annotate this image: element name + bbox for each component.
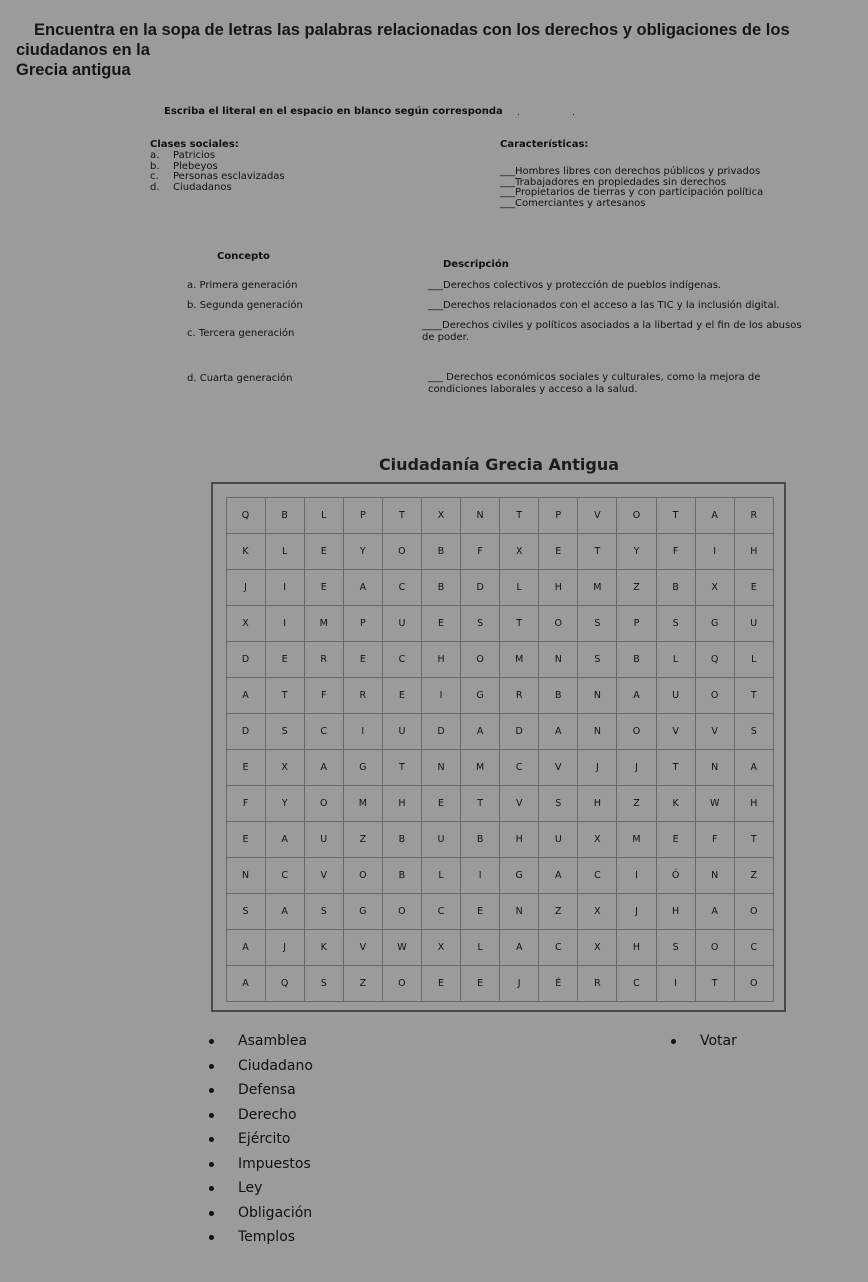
- grid-cell[interactable]: N: [577, 677, 617, 714]
- grid-cell[interactable]: S: [734, 713, 774, 750]
- characteristics-list: [500, 167, 763, 209]
- grid-cell[interactable]: H: [656, 893, 696, 930]
- grid-cell[interactable]: R: [343, 677, 383, 714]
- word-list-item: Ejército: [206, 1127, 313, 1152]
- word-list-item: Derecho: [206, 1103, 313, 1128]
- grid-cell[interactable]: Q: [226, 497, 266, 534]
- grid-cell[interactable]: X: [577, 821, 617, 858]
- grid-cell[interactable]: Z: [538, 893, 578, 930]
- grid-cell[interactable]: X: [265, 749, 305, 786]
- grid-cell[interactable]: I: [265, 569, 305, 606]
- grid-cell[interactable]: B: [265, 497, 305, 534]
- grid-cell[interactable]: E: [382, 677, 422, 714]
- grid-cell[interactable]: X: [421, 929, 461, 966]
- grid-cell[interactable]: A: [695, 893, 735, 930]
- grid-cell[interactable]: E: [226, 749, 266, 786]
- grid-cell[interactable]: E: [421, 965, 461, 1002]
- grid-cell[interactable]: P: [616, 605, 656, 642]
- grid-cell[interactable]: S: [460, 605, 500, 642]
- grid-cell[interactable]: N: [460, 497, 500, 534]
- grid-cell[interactable]: O: [343, 857, 383, 894]
- grid-cell[interactable]: Z: [343, 821, 383, 858]
- grid-cell[interactable]: E: [460, 893, 500, 930]
- grid-cell[interactable]: C: [265, 857, 305, 894]
- page-title: [16, 20, 861, 80]
- grid-cell[interactable]: T: [499, 497, 539, 534]
- grid-cell[interactable]: X: [421, 497, 461, 534]
- grid-cell[interactable]: N: [538, 641, 578, 678]
- grid-cell[interactable]: I: [616, 857, 656, 894]
- grid-cell[interactable]: C: [304, 713, 344, 750]
- grid-cell[interactable]: V: [499, 785, 539, 822]
- grid-cell[interactable]: T: [734, 821, 774, 858]
- instruction-dot: .: [572, 108, 575, 118]
- grid-cell[interactable]: C: [382, 569, 422, 606]
- grid-cell[interactable]: U: [538, 821, 578, 858]
- grid-cell[interactable]: D: [226, 641, 266, 678]
- grid-cell[interactable]: A: [538, 857, 578, 894]
- grid-cell[interactable]: Y: [265, 785, 305, 822]
- grid-cell[interactable]: J: [616, 893, 656, 930]
- word-list-item: Ciudadano: [206, 1054, 313, 1079]
- grid-cell[interactable]: T: [382, 497, 422, 534]
- grid-cell[interactable]: X: [577, 893, 617, 930]
- word-list-item: Ley: [206, 1176, 313, 1201]
- grid-cell[interactable]: O: [616, 713, 656, 750]
- grid-cell[interactable]: B: [656, 569, 696, 606]
- description-item: ___Derechos colectivos y protección de pueblos indígenas.: [428, 280, 722, 291]
- grid-cell[interactable]: G: [343, 749, 383, 786]
- grid-cell[interactable]: I: [343, 713, 383, 750]
- characteristic-item: ___Comerciantes y artesanos: [500, 197, 646, 209]
- description-item: ____Derechos civiles y políticos asociados a la libertad y el fin de los abusos de poder.: [422, 320, 802, 343]
- grid-cell[interactable]: T: [734, 677, 774, 714]
- grid-cell[interactable]: T: [499, 605, 539, 642]
- grid-cell[interactable]: C: [616, 965, 656, 1002]
- grid-cell[interactable]: M: [577, 569, 617, 606]
- characteristic-item: ___Propietarios de tierras y con participación política: [500, 187, 764, 198]
- class-item: b. Plebeyos: [150, 160, 218, 172]
- grid-cell[interactable]: S: [265, 713, 305, 750]
- grid-cell[interactable]: F: [460, 533, 500, 570]
- grid-cell[interactable]: A: [304, 749, 344, 786]
- grid-cell[interactable]: E: [656, 821, 696, 858]
- grid-cell[interactable]: I: [265, 605, 305, 642]
- grid-cell[interactable]: N: [421, 749, 461, 786]
- grid-cell[interactable]: V: [695, 713, 735, 750]
- grid-cell[interactable]: X: [577, 929, 617, 966]
- grid-cell[interactable]: T: [695, 965, 735, 1002]
- word-list: [206, 1029, 313, 1250]
- grid-cell[interactable]: Ó: [656, 857, 696, 894]
- grid-cell[interactable]: A: [499, 929, 539, 966]
- grid-cell[interactable]: D: [421, 713, 461, 750]
- grid-cell[interactable]: M: [616, 821, 656, 858]
- grid-cell[interactable]: G: [695, 605, 735, 642]
- grid-cell[interactable]: E: [304, 533, 344, 570]
- wordsearch-grid: [226, 497, 773, 1001]
- grid-cell[interactable]: E: [265, 641, 305, 678]
- grid-cell[interactable]: R: [577, 965, 617, 1002]
- grid-cell[interactable]: I: [421, 677, 461, 714]
- grid-cell[interactable]: D: [226, 713, 266, 750]
- grid-cell[interactable]: O: [382, 533, 422, 570]
- characteristic-item: ___Trabajadores en propiedades sin derechos: [500, 176, 727, 188]
- grid-cell[interactable]: L: [265, 533, 305, 570]
- word-list-item: Impuestos: [206, 1152, 313, 1177]
- grid-cell[interactable]: U: [304, 821, 344, 858]
- grid-cell[interactable]: N: [499, 893, 539, 930]
- grid-cell[interactable]: S: [226, 893, 266, 930]
- grid-cell[interactable]: B: [382, 857, 422, 894]
- grid-cell[interactable]: C: [734, 929, 774, 966]
- class-item: a. Patricios: [150, 150, 216, 161]
- description-item: ___Derechos relacionados con el acceso a las TIC y la inclusión digital.: [428, 300, 780, 311]
- grid-cell[interactable]: F: [304, 677, 344, 714]
- grid-cell[interactable]: A: [265, 821, 305, 858]
- grid-cell[interactable]: M: [460, 749, 500, 786]
- concept-item: b. Segunda generación: [187, 300, 303, 311]
- grid-cell[interactable]: V: [538, 749, 578, 786]
- grid-cell[interactable]: P: [538, 497, 578, 534]
- grid-cell[interactable]: H: [382, 785, 422, 822]
- grid-cell[interactable]: U: [382, 713, 422, 750]
- grid-cell[interactable]: N: [577, 713, 617, 750]
- grid-cell[interactable]: U: [734, 605, 774, 642]
- grid-cell[interactable]: N: [226, 857, 266, 894]
- grid-cell[interactable]: O: [616, 497, 656, 534]
- grid-cell[interactable]: É: [538, 965, 578, 1002]
- title-line-2: Grecia antigua: [16, 61, 131, 79]
- grid-cell[interactable]: S: [577, 605, 617, 642]
- grid-cell[interactable]: X: [226, 605, 266, 642]
- grid-cell[interactable]: A: [538, 713, 578, 750]
- grid-cell[interactable]: O: [304, 785, 344, 822]
- grid-cell[interactable]: J: [226, 569, 266, 606]
- grid-cell[interactable]: T: [265, 677, 305, 714]
- grid-cell[interactable]: R: [734, 497, 774, 534]
- class-item: c. Personas esclavizadas: [150, 171, 285, 182]
- classes-header: Clases sociales:: [150, 139, 239, 150]
- grid-cell[interactable]: B: [421, 569, 461, 606]
- characteristic-item: ___Hombres libres con derechos públicos y privados: [500, 166, 761, 177]
- grid-cell[interactable]: E: [538, 533, 578, 570]
- grid-cell[interactable]: S: [538, 785, 578, 822]
- grid-cell[interactable]: V: [577, 497, 617, 534]
- grid-cell[interactable]: C: [538, 929, 578, 966]
- description-header: Descripción: [443, 259, 509, 270]
- title-line-1: Encuentra en la sopa de letras las palabras relacionadas con los derechos y obligaciones de los ciudadanos en la: [16, 21, 790, 59]
- grid-cell[interactable]: U: [421, 821, 461, 858]
- grid-cell[interactable]: S: [577, 641, 617, 678]
- grid-cell[interactable]: L: [421, 857, 461, 894]
- grid-cell[interactable]: M: [499, 641, 539, 678]
- grid-cell[interactable]: O: [695, 677, 735, 714]
- grid-cell[interactable]: W: [382, 929, 422, 966]
- grid-cell[interactable]: S: [304, 965, 344, 1002]
- grid-cell[interactable]: L: [304, 497, 344, 534]
- grid-cell[interactable]: E: [421, 785, 461, 822]
- grid-cell[interactable]: Z: [616, 785, 656, 822]
- grid-cell[interactable]: Z: [343, 965, 383, 1002]
- grid-cell[interactable]: T: [382, 749, 422, 786]
- grid-cell[interactable]: A: [734, 749, 774, 786]
- grid-cell[interactable]: A: [695, 497, 735, 534]
- grid-cell[interactable]: S: [656, 605, 696, 642]
- grid-cell[interactable]: O: [695, 929, 735, 966]
- grid-cell[interactable]: H: [577, 785, 617, 822]
- grid-cell[interactable]: C: [577, 857, 617, 894]
- grid-cell[interactable]: U: [382, 605, 422, 642]
- grid-cell[interactable]: J: [616, 749, 656, 786]
- grid-cell[interactable]: Q: [695, 641, 735, 678]
- grid-cell[interactable]: F: [656, 533, 696, 570]
- grid-cell[interactable]: Q: [265, 965, 305, 1002]
- grid-cell[interactable]: E: [734, 569, 774, 606]
- grid-cell[interactable]: T: [460, 785, 500, 822]
- concept-item: d. Cuarta generación: [187, 373, 293, 384]
- grid-cell[interactable]: U: [656, 677, 696, 714]
- grid-cell[interactable]: L: [499, 569, 539, 606]
- grid-cell[interactable]: H: [616, 929, 656, 966]
- grid-cell[interactable]: O: [460, 641, 500, 678]
- grid-cell[interactable]: A: [226, 929, 266, 966]
- grid-cell[interactable]: P: [343, 497, 383, 534]
- grid-cell[interactable]: M: [343, 785, 383, 822]
- classes-list: [150, 151, 285, 193]
- grid-cell[interactable]: D: [499, 713, 539, 750]
- grid-cell[interactable]: T: [656, 497, 696, 534]
- grid-cell[interactable]: O: [382, 965, 422, 1002]
- grid-cell[interactable]: G: [499, 857, 539, 894]
- word-list-item: Defensa: [206, 1078, 313, 1103]
- grid-cell[interactable]: J: [265, 929, 305, 966]
- grid-cell[interactable]: Y: [616, 533, 656, 570]
- word-list-item-votar: Votar: [669, 1029, 737, 1054]
- grid-cell[interactable]: J: [499, 965, 539, 1002]
- grid-cell[interactable]: E: [460, 965, 500, 1002]
- word-list-item: Obligación: [206, 1201, 313, 1226]
- grid-cell[interactable]: G: [343, 893, 383, 930]
- grid-cell[interactable]: X: [499, 533, 539, 570]
- grid-cell[interactable]: E: [304, 569, 344, 606]
- grid-cell[interactable]: H: [734, 533, 774, 570]
- grid-cell[interactable]: C: [421, 893, 461, 930]
- grid-cell[interactable]: W: [695, 785, 735, 822]
- grid-cell[interactable]: E: [421, 605, 461, 642]
- wordsearch-title: Ciudadanía Grecia Antigua: [378, 455, 620, 474]
- grid-cell[interactable]: H: [499, 821, 539, 858]
- class-item: d. Ciudadanos: [150, 181, 232, 193]
- grid-cell[interactable]: K: [656, 785, 696, 822]
- grid-cell[interactable]: Y: [343, 533, 383, 570]
- grid-cell[interactable]: V: [304, 857, 344, 894]
- grid-cell[interactable]: R: [304, 641, 344, 678]
- grid-cell[interactable]: L: [656, 641, 696, 678]
- exercise1-instruction: Escriba el literal en el espacio en blanco según corresponda: [164, 106, 503, 117]
- grid-cell[interactable]: D: [460, 569, 500, 606]
- grid-cell[interactable]: G: [460, 677, 500, 714]
- grid-cell[interactable]: V: [343, 929, 383, 966]
- grid-cell[interactable]: A: [265, 893, 305, 930]
- grid-cell[interactable]: L: [734, 641, 774, 678]
- grid-cell[interactable]: J: [577, 749, 617, 786]
- grid-cell[interactable]: A: [226, 965, 266, 1002]
- grid-cell[interactable]: O: [538, 605, 578, 642]
- description-item: ___ Derechos económicos sociales y culturales, como la mejora de condiciones laborales y acceso a la salud.: [428, 372, 761, 395]
- grid-cell[interactable]: V: [656, 713, 696, 750]
- grid-cell[interactable]: K: [304, 929, 344, 966]
- grid-cell[interactable]: E: [343, 641, 383, 678]
- grid-cell[interactable]: N: [695, 857, 735, 894]
- grid-cell[interactable]: I: [695, 533, 735, 570]
- word-list-item: Asamblea: [206, 1029, 313, 1054]
- grid-cell[interactable]: I: [460, 857, 500, 894]
- concept-item: a. Primera generación: [187, 280, 298, 291]
- concept-header: Concepto: [217, 251, 270, 262]
- grid-cell[interactable]: Z: [734, 857, 774, 894]
- grid-cell[interactable]: B: [616, 641, 656, 678]
- word-list-item: Templos: [206, 1225, 313, 1250]
- grid-cell[interactable]: B: [538, 677, 578, 714]
- grid-cell[interactable]: I: [656, 965, 696, 1002]
- grid-cell[interactable]: L: [460, 929, 500, 966]
- grid-cell[interactable]: K: [226, 533, 266, 570]
- grid-cell[interactable]: N: [695, 749, 735, 786]
- grid-cell[interactable]: F: [695, 821, 735, 858]
- instruction-dot: .: [517, 108, 520, 118]
- grid-cell[interactable]: A: [226, 677, 266, 714]
- grid-cell[interactable]: P: [343, 605, 383, 642]
- grid-cell[interactable]: A: [616, 677, 656, 714]
- grid-cell[interactable]: H: [538, 569, 578, 606]
- grid-cell[interactable]: E: [226, 821, 266, 858]
- grid-cell[interactable]: X: [695, 569, 735, 606]
- grid-cell[interactable]: H: [421, 641, 461, 678]
- grid-cell[interactable]: Z: [616, 569, 656, 606]
- grid-cell[interactable]: O: [382, 893, 422, 930]
- grid-cell[interactable]: C: [382, 641, 422, 678]
- grid-cell[interactable]: S: [656, 929, 696, 966]
- grid-cell[interactable]: B: [421, 533, 461, 570]
- grid-cell[interactable]: A: [343, 569, 383, 606]
- grid-cell[interactable]: S: [304, 893, 344, 930]
- concept-item: c. Tercera generación: [187, 328, 295, 339]
- grid-cell[interactable]: B: [382, 821, 422, 858]
- grid-cell[interactable]: A: [460, 713, 500, 750]
- grid-cell[interactable]: M: [304, 605, 344, 642]
- grid-cell[interactable]: O: [734, 965, 774, 1002]
- grid-cell[interactable]: F: [226, 785, 266, 822]
- grid-cell[interactable]: T: [577, 533, 617, 570]
- characteristics-header: Características:: [500, 139, 589, 150]
- grid-cell[interactable]: O: [734, 893, 774, 930]
- grid-cell[interactable]: C: [499, 749, 539, 786]
- grid-cell[interactable]: R: [499, 677, 539, 714]
- grid-cell[interactable]: H: [734, 785, 774, 822]
- grid-cell[interactable]: T: [656, 749, 696, 786]
- grid-cell[interactable]: B: [460, 821, 500, 858]
